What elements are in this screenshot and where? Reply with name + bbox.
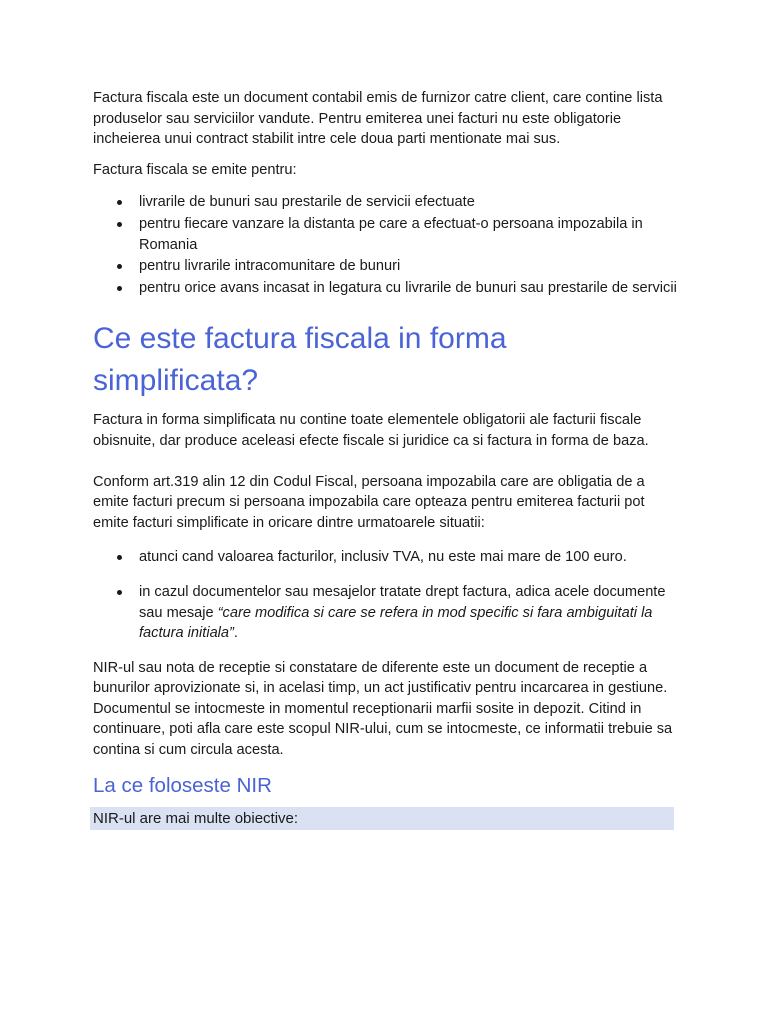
intro-paragraph: Factura fiscala este un document contabil emis de furnizor catre client, care contine lista produselor sau serviciilor vandute. Pentru emiterea unei facturi nu este obligatorie incheierea unui contract stabilit intre cele doua parti mentionate mai sus. [93,90,663,148]
section-heading: Ce este factura fiscala in forma simplificata? [93,322,507,398]
law-paragraph: Conform art.319 alin 12 din Codul Fiscal, persoana impozabila care are obligatia de a emite facturi precum si persoana impozabila care opteaza pentru emiterea facturii pot emite facturi simplificate in oricare dintre urmatoarele situatii: [93,473,645,531]
situation-text: in cazul documentelor sau mesajelor tratate drept factura, adica acele documente sau mesaje [139,583,666,621]
nir-paragraph: NIR-ul sau nota de receptie si constatare de diferente este un document de receptie a bunurilor aprovizionate si, in acelasi timp, un act justificativ pentru incarcarea in gestiune. Documentul se intocmeste in momentul receptionarii marfii sosite in depozit. Citind in continuare, poti afla care este scopul NIR-ului, cum se intocmeste, ce informatii trebuie sa contina si cum circula acesta. [93,659,673,759]
highlighted-line: NIR-ul are mai multe obiective: [90,807,674,830]
list-item: pentru livrarile intracomunitare de bunuri [93,256,678,277]
emission-cases-list [93,192,678,298]
lead-sentence: Factura fiscala se emite pentru: [93,161,297,178]
list-item: pentru fiecare vanzare la distanta pe care a efectuat-o persoana impozabila in Romania [93,214,678,255]
simplified-paragraph: Factura in forma simplificata nu contine toate elementele obligatorii ale facturii fiscale obisnuite, dar produce aceleasi efecte fiscale si juridice ca si factura in forma de baza. [93,412,649,449]
list-item [93,582,678,644]
list-item: pentru orice avans incasat in legatura cu livrarile de bunuri sau prestarile de servicii [93,278,678,299]
situations-list [93,547,678,643]
situation-end: . [233,625,238,642]
situation-quote: “care modifica si care se refera in mod specific si fara ambiguitati la factura initiala” [139,604,653,642]
list-item: atunci cand valoarea facturilor, inclusiv TVA, nu este mai mare de 100 euro. [93,547,678,568]
subheading: La ce foloseste NIR [93,773,272,797]
list-item: livrarile de bunuri sau prestarile de servicii efectuate [93,192,678,213]
